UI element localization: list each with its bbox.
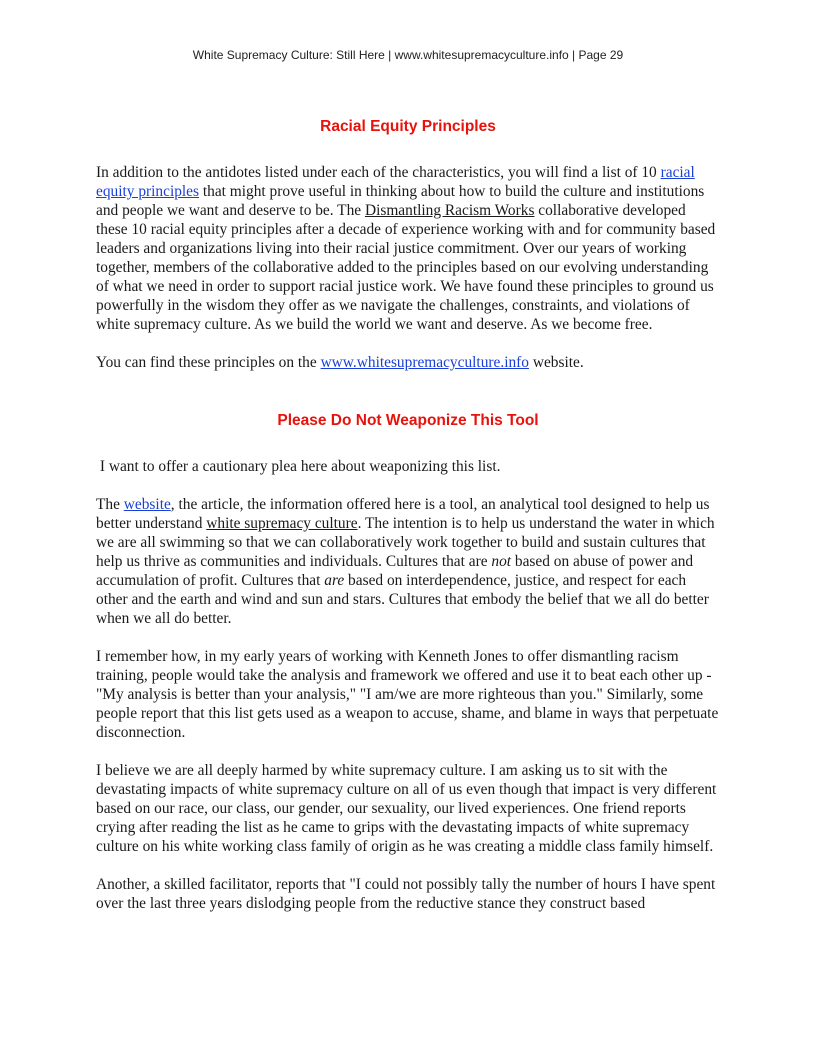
- page-content: [96, 116, 720, 913]
- paragraph-kenneth-jones: I remember how, in my early years of working with Kenneth Jones to offer dismantling racism training, people would take the analysis and framework we offered and use it to beat each other up - "My analysis is better than your analysis," "I am/we are more righteous than you." Similarly, some people report that this list gets used as a weapon to accuse, shame, and blame in ways that perpetuate disconnection.: [96, 648, 719, 741]
- paragraph-text: collaborative developed these 10 racial equity principles after a decade of experience working with and for community based leaders and organizations living into their racial justice commitment. Over our years of working together, members of the collaborative added to the principles based on our evolving understanding of what we need in order to support racial justice work. We have found these principles to ground us powerfully in the wisdom they offer as we navigate the challenges, constraints, and violations of white supremacy culture. As we build the world we want and deserve. As we become free.: [96, 202, 716, 333]
- paragraph-antidotes: [96, 163, 720, 334]
- paragraph-find-principles: [96, 353, 720, 372]
- paragraph-skilled-facilitator: Another, a skilled facilitator, reports that "I could not possibly tally the number of hours I have spent over the last three years dislodging people from the reductive stance they construct based: [96, 876, 716, 912]
- racial-equity-principles-link[interactable]: racial equity principles: [96, 164, 695, 200]
- emphasis-are: are: [324, 572, 345, 589]
- running-header: White Supremacy Culture: Still Here | www.whitesupremacyculture.info | Page 29: [192, 48, 624, 62]
- paragraph-text: based on abuse of power and accumulation of profit. Cultures that: [96, 553, 694, 589]
- paragraph-deeply-harmed: I believe we are all deeply harmed by white supremacy culture. I am asking us to sit with the devastating impacts of white supremacy culture on all of us even though that impact is very different based on our race, our class, our gender, our sexuality, our lived experiences. One friend reports crying after reading the list as he came to grips with the devastating impacts of white supremacy culture on his white working class family of origin as he was creating a middle class family himself.: [96, 762, 717, 855]
- paragraph-text: based on interdependence, justice, and respect for each other and the earth and wind and sun and stars. Cultures that embody the belief that we all do better when we all do better.: [96, 572, 709, 627]
- section-title-racial-equity-principles: Racial Equity Principles: [320, 118, 496, 135]
- white-supremacy-culture-text: white supremacy culture: [206, 515, 358, 532]
- paragraph-text: In addition to the antidotes listed under each of the characteristics, you will find a list of 10: [96, 164, 661, 181]
- emphasis-not: not: [491, 553, 512, 570]
- paragraph-tool-description: [96, 495, 720, 628]
- paragraph-text: You can find these principles on the: [96, 354, 321, 371]
- website-link[interactable]: website: [123, 496, 171, 513]
- paragraph-text: . The intention is to help us understand the water in which we are all swimming so that we can collaboratively work together to build and sustain cultures that help us thrive as communities and individuals. Cultures that are: [96, 515, 715, 570]
- paragraph-text: The: [96, 496, 124, 513]
- paragraph-cautionary-plea: I want to offer a cautionary plea here about weaponizing this list.: [96, 458, 501, 475]
- paragraph-text: website.: [528, 354, 584, 371]
- paragraph-text: , the article, the information offered here is a tool, an analytical tool designed to help us better understand: [96, 496, 710, 532]
- dismantling-racism-works-text: Dismantling Racism Works: [364, 202, 535, 219]
- section-title-do-not-weaponize: Please Do Not Weaponize This Tool: [277, 412, 539, 429]
- website-url-link[interactable]: www.whitesupremacyculture.info: [320, 354, 529, 371]
- paragraph-text: that might prove useful in thinking about how to build the culture and institutions and people we want and deserve to be. The: [96, 183, 705, 219]
